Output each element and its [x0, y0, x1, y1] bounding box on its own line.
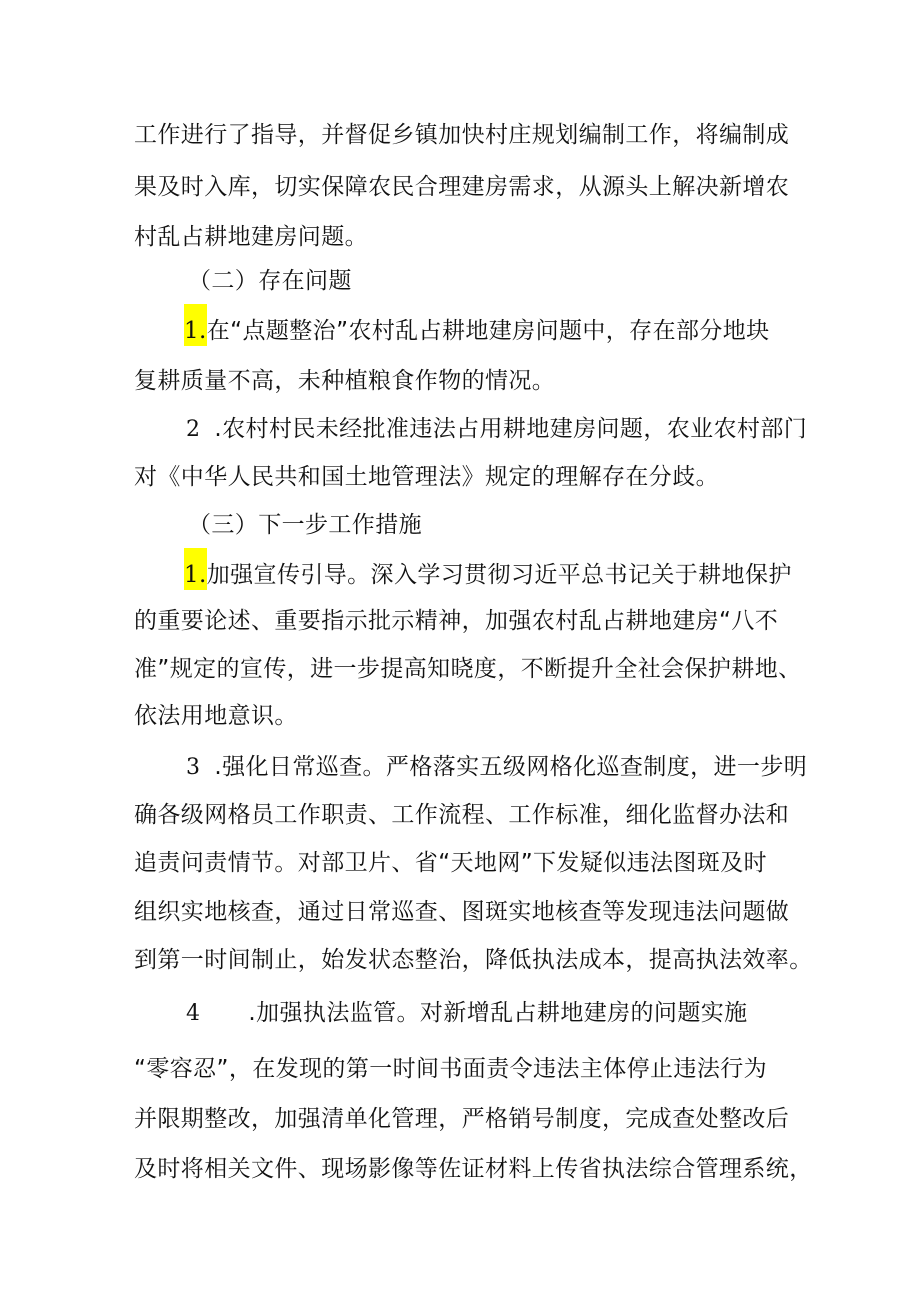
paragraph-text: 加强宣传引导。深入学习贯彻习近平总书记关于耕地保护	[206, 562, 792, 588]
item-number-highlight: 1.	[184, 548, 207, 590]
paragraph-line: 并限期整改，加强清单化管理，严格销号制度，完成查处整改后	[134, 1106, 790, 1132]
paragraph-line	[186, 752, 807, 783]
item-number: 3	[186, 755, 201, 780]
paragraph-line: 复耕质量不高，未种植粮食作物的情况。	[134, 368, 556, 394]
paragraph-line: 组织实地核查，通过日常巡查、图斑实地核查等发现违法问题做	[134, 899, 790, 925]
paragraph-text: .加强执法监管。对新增乱占耕地建房的问题实施	[248, 1000, 748, 1026]
paragraph-line	[184, 560, 792, 590]
paragraph-line	[186, 414, 807, 445]
paragraph-line	[184, 316, 770, 346]
paragraph-line: 果及时入库，切实保障农民合理建房需求，从源头上解决新增农	[134, 174, 790, 200]
paragraph-line: 的重要论述、重要指示批示精神，加强农村乱占耕地建房“八不	[134, 608, 779, 634]
paragraph-text: .农村村民未经批准违法占用耕地建房问题，农业农村部门	[214, 416, 808, 442]
section-heading: （三）下一步工作措施	[188, 512, 422, 538]
paragraph-line: “零容忍”，在发现的第一时间书面责令违法主体停止违法行为	[134, 1056, 768, 1082]
paragraph-line: 村乱占耕地建房问题。	[134, 224, 368, 250]
paragraph-line: 到第一时间制止，始发状态整治，降低执法成本，提高执法效率。	[134, 947, 813, 973]
paragraph-line: 对《中华人民共和国土地管理法》规定的理解存在分歧。	[134, 464, 719, 490]
paragraph-line	[186, 998, 748, 1029]
paragraph-line: 追责问责情节。对部卫片、省“天地网”下发疑似违法图斑及时	[134, 850, 768, 876]
paragraph-text: 在“点题整治”农村乱占耕地建房问题中，存在部分地块	[206, 318, 770, 344]
paragraph-line: 确各级网格员工作职责、工作流程、工作标准，细化监督办法和	[134, 802, 790, 828]
paragraph-text: .强化日常巡查。严格落实五级网格化巡查制度，进一步明	[214, 754, 808, 780]
paragraph-line: 工作进行了指导，并督促乡镇加快村庄规划编制工作，将编制成	[134, 122, 790, 148]
section-heading: （二）存在问题	[188, 268, 352, 294]
paragraph-line: 依法用地意识。	[134, 703, 298, 729]
paragraph-line: 及时将相关文件、现场影像等佐证材料上传省执法综合管理系统，	[134, 1156, 813, 1182]
paragraph-line: 准”规定的宣传，进一步提高知晓度，不断提升全社会保护耕地、	[134, 656, 802, 682]
item-number-highlight: 1.	[184, 304, 207, 346]
item-number: 4	[186, 1001, 201, 1026]
item-number: 2	[186, 417, 201, 442]
